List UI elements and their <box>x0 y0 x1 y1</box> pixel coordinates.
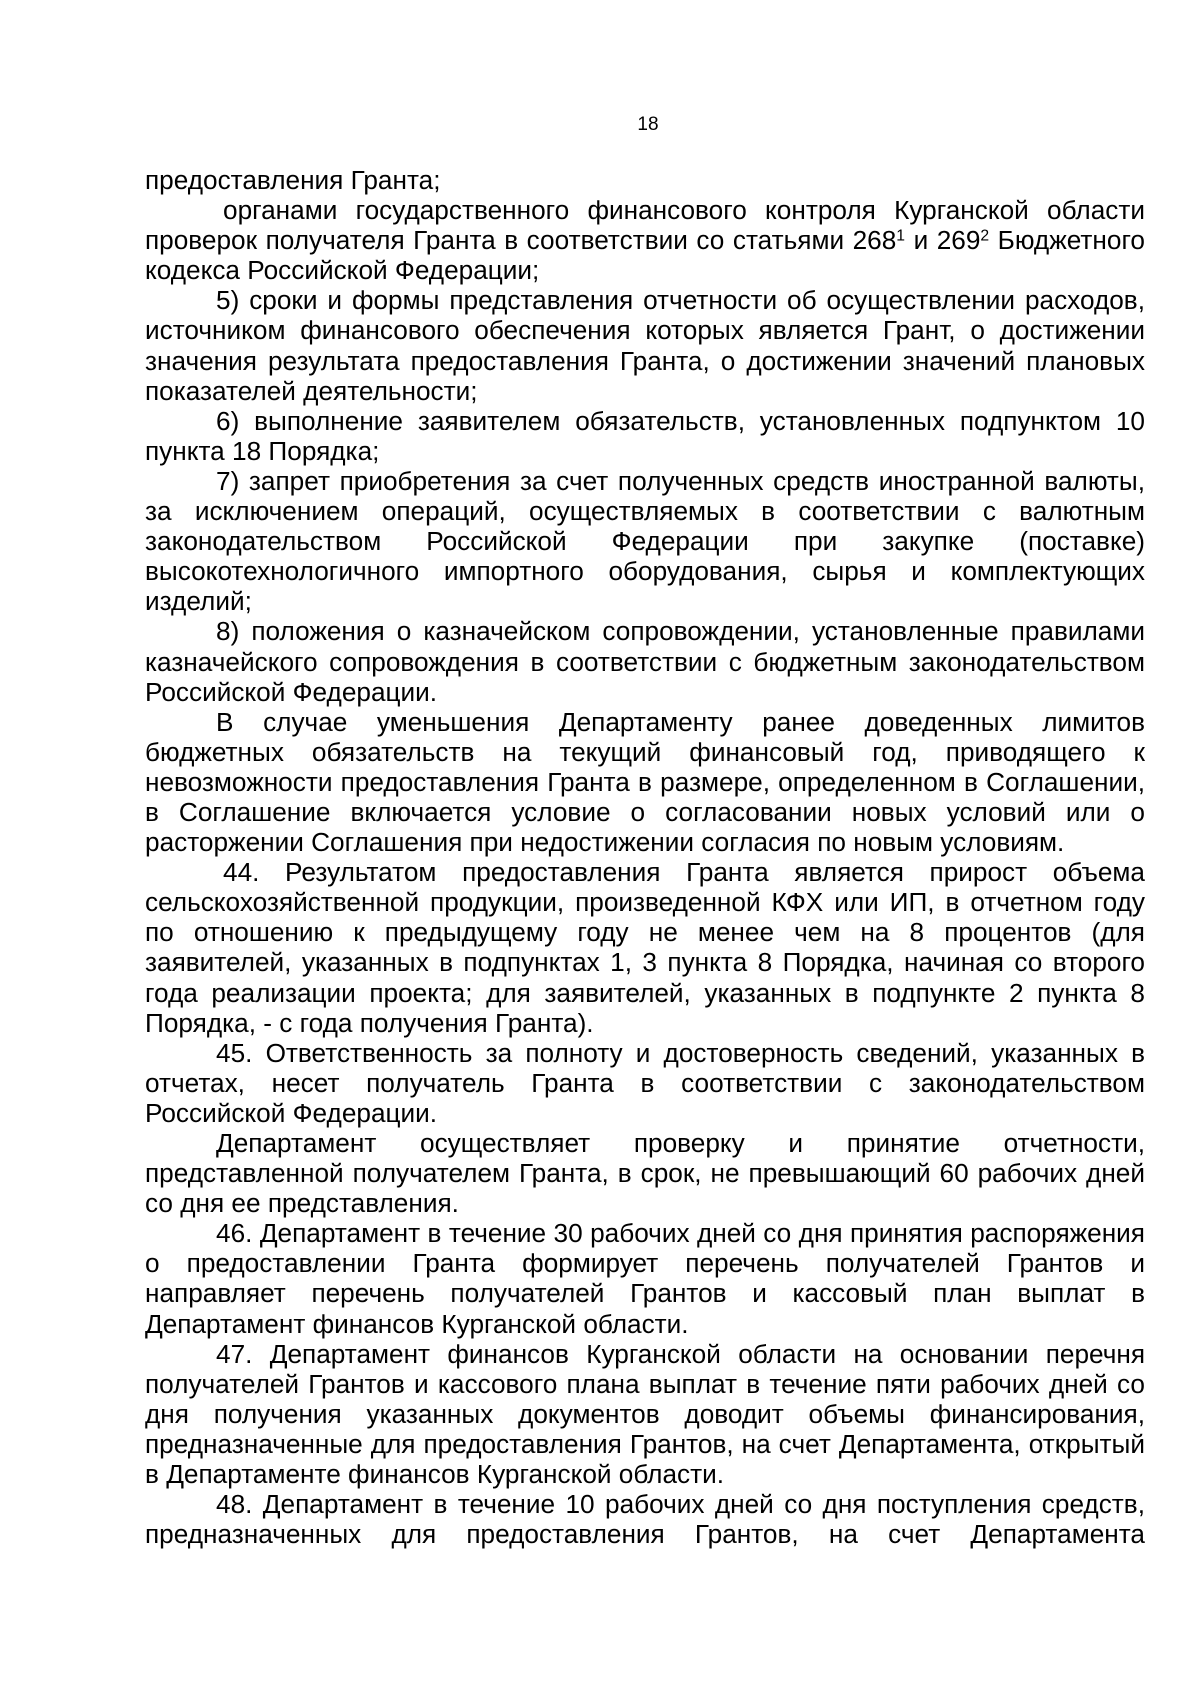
paragraph-item-7: 7) запрет приобретения за счет полученных средств иностранной валюты, за исключением операций, осуществляемых в соответствии с валютным законодательством Российской Федерации при закупке (поставке) высокотехнологичного импортного оборудования, сырья и комплектующих изделий; <box>145 465 1145 617</box>
paragraph-48: 48. Департамент в течение 10 рабочих дней со дня поступления средств, предназначенных для предоставления Грантов, на счет Департамента <box>145 1489 1145 1550</box>
paragraph-report-check: Департамент осуществляет проверку и принятие отчетности, представленной получателем Гранта, в срок, не превышающий 60 рабочих дней со дня ее представления. <box>145 1128 1145 1219</box>
paragraph-47: 47. Департамент финансов Курганской области на основании перечня получателей Грантов и кассового плана выплат в течение пяти рабочих дней со дня получения указанных документов доводит объемы финансирования, предназначенные для предоставления Грантов, на счет Департамента, открытый в Департаменте финансов Курганской области. <box>145 1338 1145 1490</box>
paragraph-44: 44. Результатом предоставления Гранта является прирост объема сельскохозяйственной продукции, произведенной КФХ или ИП, в отчетном году по отношению к предыдущему году не менее чем на 8 процентов (для заявителей, указанных в подпунктах 1, 3 пункта 8 Порядка, начиная со второго года реализации проекта; для заявителей, указанных в подпункте 2 пункта 8 Порядка, - с года получения Гранта). <box>145 857 1145 1038</box>
paragraph-45: 45. Ответственность за полноту и достоверность сведений, указанных в отчетах, несет получатель Гранта в соответствии с законодательством Российской Федерации. <box>145 1037 1145 1128</box>
paragraph-46: 46. Департамент в течение 30 рабочих дней со дня принятия распоряжения о предоставлении Гранта формирует перечень получателей Грантов и направляет перечень получателей Грантов и кассовый план выплат в Департамент финансов Курганской области. <box>145 1218 1145 1339</box>
paragraph-continuation: предоставления Гранта; <box>145 165 441 195</box>
paragraph-item-8: 8) положения о казначейском сопровождении, установленные правилами казначейского сопровождения в соответствии с бюджетным законодательством Российской Федерации. <box>145 616 1145 707</box>
paragraph-text-part: Бюджетного кодекса Российской Федерации; <box>145 225 1145 286</box>
superscript: 1 <box>896 227 906 245</box>
paragraph-text-part: проверок получателя Гранта в соответствии со статьями 268 <box>145 225 897 256</box>
paragraph-limits-reduction: В случае уменьшения Департаменту ранее доведенных лимитов бюджетных обязательств на текущий финансовый год, приводящего к невозможности предоставления Гранта в размере, определенном в Соглашении, в Соглашение включается условие о согласовании новых условий или о расторжении Соглашения при недостижении согласия по новым условиям. <box>145 706 1145 858</box>
document-body <box>145 165 1145 1549</box>
superscript: 2 <box>980 227 990 245</box>
paragraph-control-bodies <box>145 195 1145 225</box>
paragraph-control-bodies-line: органами государственного финансового контроля Курганской области <box>223 195 1145 226</box>
page-number: 18 <box>637 114 659 135</box>
paragraph-control-bodies-cont <box>145 225 1145 285</box>
paragraph-item-6: 6) выполнение заявителем обязательств, установленных подпунктом 10 пункта 18 Порядка; <box>145 405 1145 466</box>
paragraph-text-part: и 269 <box>905 225 981 256</box>
paragraph-item-5: 5) сроки и формы представления отчетности об осуществлении расходов, источником финансового обеспечения которых является Грант, о достижении значения результата предоставления Гранта, о достижении значений плановых показателей деятельности; <box>145 285 1145 406</box>
